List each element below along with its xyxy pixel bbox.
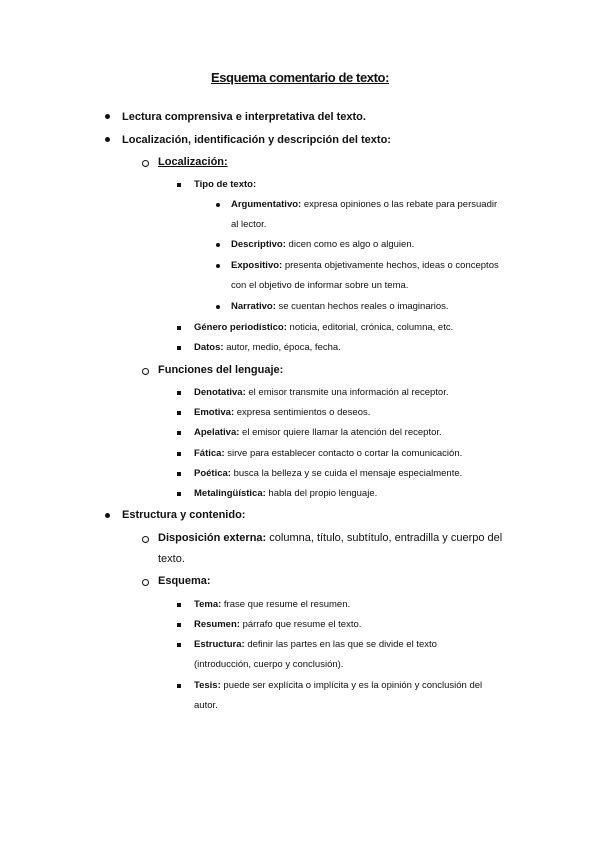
item-datos: Datos: autor, medio, época, fecha. [194, 342, 341, 353]
document-title: Esquema comentario de texto: [210, 70, 390, 85]
item-esquema: Esquema: [158, 575, 211, 587]
bullet-dot [216, 243, 220, 247]
item-poetica: Poética: busca la belleza y se cuida el mensaje especialmente. [194, 468, 463, 479]
bullet-square [177, 431, 181, 435]
bullet-square [177, 684, 181, 688]
item-tipo-texto: Tipo de texto: [194, 179, 257, 190]
item-descriptivo: Descriptivo: dicen como es algo o alguien. [231, 239, 415, 250]
bullet-dot [216, 305, 220, 309]
bullet-square [177, 183, 181, 187]
item-estructura-sub-cont: (introducción, cuerpo y conclusión). [194, 659, 344, 670]
item-metalinguistica: Metalingüística: habla del propio lenguaje. [194, 488, 378, 499]
item-disposicion: Disposición externa: columna, título, subtítulo, entradilla y cuerpo del [158, 532, 503, 544]
bullet-circle [142, 536, 149, 543]
item-emotiva: Emotiva: expresa sentimientos o deseos. [194, 407, 371, 418]
item-fatica: Fática: sirve para establecer contacto o cortar la comunicación. [194, 448, 463, 459]
item-disposicion-cont: texto. [158, 553, 185, 565]
bullet-dot [216, 203, 220, 207]
bullet-square [177, 326, 181, 330]
bullet-circle [142, 368, 149, 375]
bullet-square [177, 472, 181, 476]
bullet-square [177, 411, 181, 415]
item-lectura: Lectura comprensiva e interpretativa del texto. [122, 111, 366, 123]
bullet-square [177, 643, 181, 647]
item-resumen: Resumen: párrafo que resume el texto. [194, 619, 362, 630]
bullet-dot [216, 264, 220, 268]
item-localizacion-sub: Localización: [158, 156, 228, 168]
item-genero: Género periodístico: noticia, editorial, crónica, columna, etc. [194, 322, 454, 333]
item-tesis-cont: autor. [194, 700, 218, 711]
bullet-square [177, 603, 181, 607]
bullet-circle [142, 160, 149, 167]
item-denotativa: Denotativa: el emisor transmite una información al receptor. [194, 387, 449, 398]
bullet-dot [105, 114, 110, 119]
item-estructura-sub: Estructura: definir las partes en las que se divide el texto [194, 639, 437, 650]
item-expositivo: Expositivo: presenta objetivamente hechos, ideas o conceptos [231, 260, 499, 271]
bullet-circle [142, 579, 149, 586]
item-tesis: Tesis: puede ser explícita o implícita y es la opinión y conclusión del [194, 680, 483, 691]
item-funciones: Funciones del lenguaje: [158, 364, 284, 376]
bullet-dot [105, 513, 110, 518]
item-tema: Tema: frase que resume el resumen. [194, 599, 351, 610]
bullet-square [177, 391, 181, 395]
item-argumentativo: Argumentativo: expresa opiniones o las rebate para persuadir [231, 199, 498, 210]
item-narrativo: Narrativo: se cuentan hechos reales o imaginarios. [231, 301, 449, 312]
bullet-square [177, 492, 181, 496]
item-apelativa: Apelativa: el emisor quiere llamar la atención del receptor. [194, 427, 442, 438]
item-localizacion-main: Localización, identificación y descripción del texto: [122, 134, 391, 146]
bullet-square [177, 346, 181, 350]
item-expositivo-cont: con el objetivo de informar sobre un tema. [231, 280, 409, 291]
item-estructura: Estructura y contenido: [122, 509, 246, 521]
item-argumentativo-cont: al lector. [231, 219, 267, 230]
bullet-square [177, 623, 181, 627]
bullet-square [177, 452, 181, 456]
bullet-dot [105, 137, 110, 142]
